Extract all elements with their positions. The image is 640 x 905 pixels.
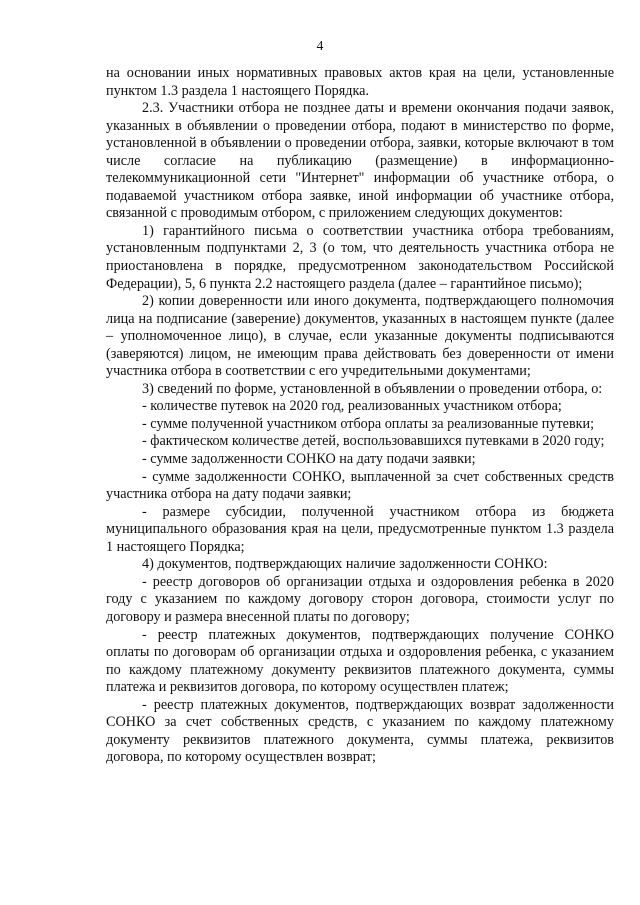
- paragraph: - сумме задолженности СОНКО, выплаченной за счет собственных средств участника отбора на дату подачи заявки;: [106, 468, 614, 503]
- paragraph: - реестр платежных документов, подтверждающих получение СОНКО оплаты по договорам об организации отдыха и оздоровления ребенка, с указанием по каждому платежному документу реквизитов платежного документа, суммы платежа и реквизитов договора, по которому осуществлен платеж;: [106, 626, 614, 696]
- paragraph: 3) сведений по форме, установленной в объявлении о проведении отбора, о:: [142, 380, 603, 397]
- paragraph: - размере субсидии, полученной участником отбора из бюджета муниципального образования края на цели, предусмотренные пунктом 1.3 раздела 1 настоящего Порядка;: [106, 503, 614, 555]
- paragraph: 4) документов, подтверждающих наличие задолженности СОНКО:: [142, 556, 548, 573]
- paragraph: на основании иных нормативных правовых актов края на цели, установленные пунктом 1.3 раздела 1 настоящего Порядка.: [106, 65, 614, 99]
- paragraph: - количестве путевок на 2020 год, реализованных участником отбора;: [142, 398, 562, 415]
- paragraph: - сумме задолженности СОНКО на дату подачи заявки;: [142, 451, 476, 468]
- paragraph: - сумме полученной участником отбора оплаты за реализованные путевки;: [142, 415, 595, 432]
- paragraph: - реестр платежных документов, подтверждающих возврат задолженности СОНКО за счет собственных средств, с указанием по каждому платежному документу реквизитов платежного документа, суммы платежа, реквизитов договора, по которому осуществлен возврат;: [106, 696, 614, 766]
- page-number: 4: [316, 38, 324, 53]
- paragraph: - реестр договоров об организации отдыха и оздоровления ребенка в 2020 году с указанием по каждому договору сторон договора, стоимости услуг по договору и размера внесенной платы по договору;: [106, 573, 614, 625]
- paragraph: 2.3. Участники отбора не позднее даты и времени окончания подачи заявок, указанных в объявлении о проведении отбора, подают в министерство по форме, установленной в объявлении о проведении отбора, заявки, которые включают в том числе согласие на публикацию (размещение) в информационно-телекоммуникационной сети "Интернет" информации об участнике отбора, о подаваемой участником отбора заявке, иной информации об участнике отбора, связанной с проводимым отбором, с приложением следующих документов:: [106, 100, 614, 222]
- document-body: [106, 65, 614, 767]
- paragraph: 1) гарантийного письма о соответствии участника отбора требованиям, установленным подпунктами 2, 3 (о том, что деятельность участника отбора не приостановлена в порядке, предусмотренном законодательством Российской Федерации), 5, 6 пункта 2.2 настоящего раздела (далее – гарантийное письмо);: [106, 222, 614, 292]
- paragraph: 2) копии доверенности или иного документа, подтверждающего полномочия лица на подписание (заверение) документов, указанных в настоящем пункте (далее – уполномоченное лицо), в случае, если указанные документы подписываются (заверяются) лицом, не имеющим права действовать без доверенности от имени участника отбора в соответствии с его учредительными документами;: [106, 293, 614, 380]
- paragraph: - фактическом количестве детей, воспользовавшихся путевками в 2020 году;: [142, 433, 605, 450]
